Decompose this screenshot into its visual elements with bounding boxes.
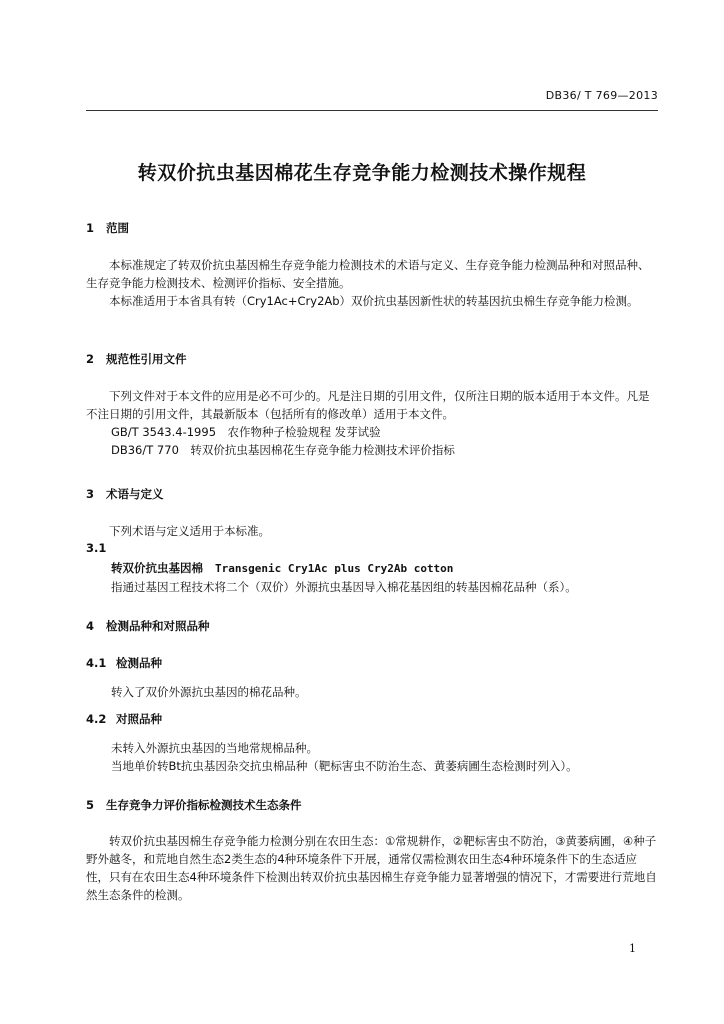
term-heading (86, 559, 658, 578)
section-2-heading (86, 351, 658, 367)
term-entry (86, 559, 658, 596)
term-definition: 指通过基因工程技术将二个（双价）外源抗虫基因导入棉花基因组的转基因棉花品种（系）。 (111, 580, 577, 594)
paragraph: 转入了双价外源抗虫基因的棉花品种。 (111, 685, 307, 699)
paragraph: 本标准适用于本省具有转（Cry1Ac+Cry2Ab）双价抗虫基因新性状的转基因抗虫棉生存竞争能力检测。 (109, 294, 639, 308)
subsection-title: 检测品种 (116, 656, 162, 670)
section-5-body (86, 832, 658, 904)
reference-item: GB/T 3543.4-1995 农作物种子检验规程 发芽试验 (111, 425, 381, 439)
section-number: 4 (86, 619, 95, 633)
section-title: 范围 (106, 221, 129, 235)
subsection-number: 4.2 (86, 712, 107, 726)
section-title: 生存竞争力评价指标检测技术生态条件 (106, 798, 302, 812)
section-number: 3 (86, 487, 95, 501)
term-chinese: 转双价抗虫基因棉 (111, 561, 203, 575)
reference-item: DB36/T 770 转双价抗虫基因棉花生存竞争能力检测技术评价指标 (111, 443, 455, 457)
paragraph: 下列文件对于本文件的应用是必不可少的。凡是注日期的引用文件，仅所注日期的版本适用于本文件。凡是不注日期的引用文件，其最新版本（包括所有的修改单）适用于本文件。 (86, 389, 650, 421)
standard-code: DB36/ T 769—2013 (545, 89, 658, 102)
section-number: 5 (86, 798, 95, 812)
section-number: 1 (86, 221, 95, 235)
subsection-number: 4.1 (86, 656, 107, 670)
section-title: 规范性引用文件 (106, 352, 187, 366)
paragraph: 未转入外源抗虫基因的当地常规棉品种。 (111, 741, 318, 755)
paragraph: 转双价抗虫基因棉生存竞争能力检测分别在农田生态：①常规耕作，②靶标害虫不防治，③黄萎病圃，④种子野外越冬，和荒地自然生态2类生态的4种环境条件下开展，通常仅需检测农田生态4种环境条件下的生态适应性，只有在农田生态4种环境条件下检测出转双价抗虫基因棉生存竞争能力显著增强的情况下，才需要进行荒地自然生态条件的检测。 (86, 834, 657, 902)
section-1-body (86, 256, 658, 310)
paragraph: 下列术语与定义适用于本标准。 (109, 524, 270, 538)
subsection-3-1-number (86, 541, 658, 555)
section-3-heading (86, 486, 658, 502)
subsection-4-1-body (86, 683, 658, 701)
paragraph: 当地单价转Bt抗虫基因杂交抗虫棉品种（靶标害虫不防治生态、黄萎病圃生态检测时列入）。 (111, 759, 578, 773)
section-title: 检测品种和对照品种 (106, 619, 210, 633)
subsection-4-2-body (86, 739, 658, 775)
page-number: 1 (629, 942, 636, 955)
subsection-number: 3.1 (86, 541, 107, 555)
section-5-heading (86, 797, 658, 813)
document-title: 转双价抗虫基因棉花生存竞争能力检测技术操作规程 (137, 162, 587, 184)
subsection-4-2-heading (86, 711, 658, 727)
subsection-title: 对照品种 (116, 712, 162, 726)
section-3-body (86, 522, 658, 540)
header-rule (86, 110, 658, 111)
section-1-heading (86, 220, 658, 236)
section-title: 术语与定义 (106, 487, 164, 501)
section-4-heading (86, 618, 658, 634)
subsection-4-1-heading (86, 655, 658, 671)
section-2-body (86, 387, 658, 459)
section-number: 2 (86, 352, 95, 366)
term-english: Transgenic Cry1Ac plus Cry2Ab cotton (215, 562, 454, 575)
paragraph: 本标准规定了转双价抗虫基因棉生存竞争能力检测技术的术语与定义、生存竞争能力检测品种和对照品种、生存竞争能力检测技术、检测评价指标、安全措施。 (86, 258, 650, 290)
